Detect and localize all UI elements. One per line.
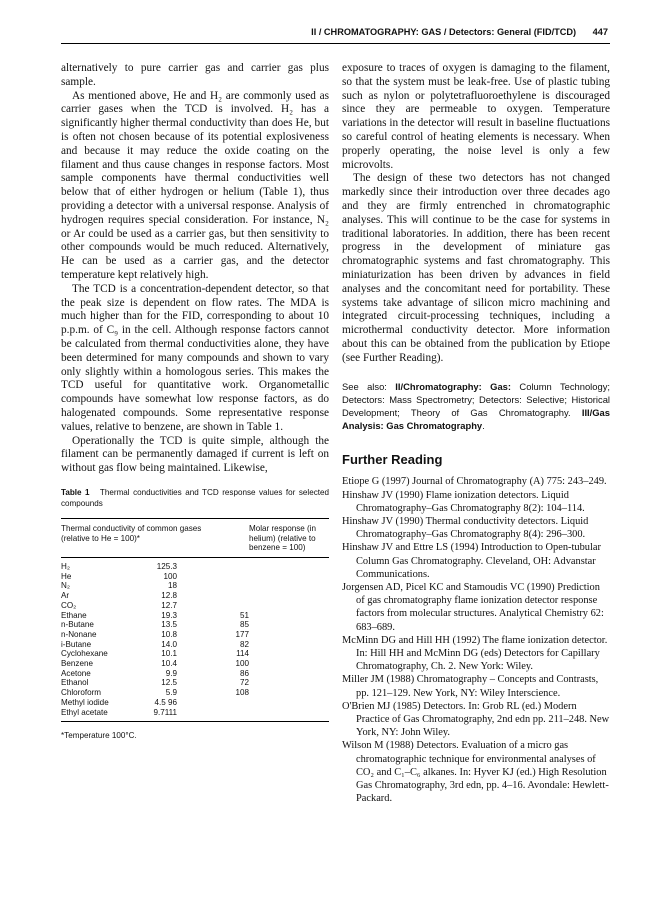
reference-item: O'Brien MJ (1985) Detectors. In: Grob RL (ed.) Modern Practice of Gas Chromatography, 2nd edn pp. 211–248. New York, NY: John Wiley. bbox=[342, 700, 610, 739]
table-cell-thermal-conductivity: 10.8 bbox=[161, 629, 177, 639]
see-also-links[interactable]: Column Technology; Detectors: Mass Spectrometry; Detectors: Selective; Historical Development; Theory of Gas Chromatography. bbox=[342, 380, 610, 418]
table-cell-thermal-conductivity: 12.7 bbox=[161, 600, 177, 610]
data-table bbox=[61, 518, 329, 722]
table-row bbox=[61, 630, 329, 640]
table-row bbox=[61, 678, 329, 688]
table-cell-molar-response: 82 bbox=[239, 639, 249, 649]
column-header-molar-response: Molar response (in helium) (relative to benzene = 100) bbox=[249, 518, 329, 557]
table-cell-thermal-conductivity: 13.5 bbox=[161, 620, 177, 630]
table-footnote: *Temperature 100°C. bbox=[61, 731, 137, 741]
table-cell-molar-response: 86 bbox=[239, 668, 249, 678]
further-reading-heading: Further Reading bbox=[342, 451, 443, 467]
table-cell-thermal-conductivity: 12.8 bbox=[161, 591, 177, 601]
reference-item: McMinn DG and Hill HH (1992) The flame ionization detector. In: Hill HH and McMinn DG (eds) Detectors for Capillary Chromatography, Ch. 2. New York: Wiley. bbox=[342, 634, 608, 673]
reference-item: Hinshaw JV (1990) Thermal conductivity detectors. Liquid Chromatography–Gas Chromatography 8(4): 296–300. bbox=[342, 515, 589, 541]
page-number: 447 bbox=[592, 27, 608, 37]
see-also-label: See also: bbox=[342, 380, 387, 392]
table-body bbox=[61, 558, 329, 722]
table-cell-molar-response bbox=[177, 601, 249, 611]
table-cell-thermal-conductivity: 5.9 bbox=[165, 688, 177, 698]
paragraph: Operationally the TCD is quite simple, although the filament can be permanently damaged if current is left on without gas flow being maintained. Likewise, bbox=[61, 434, 329, 475]
table-cell-compound: Ar bbox=[61, 591, 70, 601]
table-cell-compound: Chloroform bbox=[61, 688, 102, 698]
paragraph: The TCD is a concentration-dependent detector, so that the peak size is dependent on flow rates. The MDA is much higher than for the FID, corresponding to about 10 p.p.m. of C₉ in the cell. Although response factors cannot be calculated from thermal conductivities alone, they have been determined for many compounds and shown to vary only slightly within a homologous series. This makes the TCD useful for quantitative work. Organometallic compounds have somewhat low response factors, as do halogenated compounds. Some representative response values, relative to benzene, are shown in Table 1. bbox=[61, 282, 329, 433]
paragraph: The design of these two detectors has not changed markedly since their introduction over three decades ago and they are firmly entrenched in chromatographic analyses. This will continue to be the case for systems in traditional laboratories. In addition, there has been recent progress in the development of miniature gas chromatographic systems and fast chromatography. This miniaturization has been driven by advances in field analyses and the concomitant need for portability. These systems take advantage of silicon micro machining and integrated circuit-processing techniques, including a microthermal conductivity detector. More information about this can be obtained from the publication by Etiope (see Further Reading). bbox=[342, 172, 610, 364]
header-rule bbox=[61, 43, 610, 44]
table-cell-filler bbox=[249, 678, 329, 688]
see-also-end: . bbox=[482, 419, 485, 431]
see-also bbox=[342, 380, 610, 432]
table-cell-molar-response: 100 bbox=[235, 659, 249, 669]
table-cell-compound: Ethyl acetate bbox=[61, 707, 108, 717]
table-cell-compound: CO₂ bbox=[61, 600, 77, 610]
table-cell-compound: Methyl iodide bbox=[61, 697, 109, 707]
table-row bbox=[61, 572, 329, 582]
see-also-link-section[interactable]: II/Chromatography: Gas: bbox=[395, 380, 512, 392]
table-cell-thermal-conductivity: 125.3 bbox=[156, 562, 177, 572]
paragraph: exposure to traces of oxygen is damaging to the filament, so that the system must be leak-free. Use of plastic tubing such as nylon or polytetrafluoroethylene is discouraged since they are permeable to oxygen. Temperature variations in the detector will result in baseline fluctuations so careful control of heating elements is necessary. When properly operating, the noise level is only a few microvolts. bbox=[342, 62, 610, 171]
table-cell-molar-response: 114 bbox=[236, 649, 249, 659]
reference-item: Hinshaw JV (1990) Flame ionization detectors. Liquid Chromatography–Gas Chromatography 8(2): 104–114. bbox=[342, 489, 585, 514]
table-cell-filler bbox=[249, 601, 329, 611]
table-cell-filler bbox=[249, 688, 329, 698]
table-cell-filler bbox=[249, 611, 329, 621]
table-cell-compound: i-Butane bbox=[61, 639, 92, 649]
table-cell-compound: Cyclohexane bbox=[61, 649, 108, 659]
table-cell-thermal-conductivity: 9.7111 bbox=[153, 707, 177, 717]
table-header-row bbox=[61, 518, 329, 557]
table-cell-compound: Ethanol bbox=[61, 678, 89, 688]
table-label: Table 1 bbox=[61, 487, 90, 497]
table-cell-filler bbox=[249, 558, 329, 572]
table-row bbox=[61, 640, 329, 650]
table-cell-filler bbox=[249, 640, 329, 650]
table-cell-molar-response: 177 bbox=[235, 629, 249, 639]
table-cell-compound: Benzene bbox=[61, 659, 93, 669]
table-row bbox=[61, 611, 329, 621]
table-cell-molar-response: 51 bbox=[239, 610, 249, 620]
table-cell-filler bbox=[249, 659, 329, 669]
table-cell-molar-response bbox=[177, 572, 249, 582]
table-cell-filler bbox=[249, 581, 329, 591]
table-cell-molar-response bbox=[177, 581, 249, 591]
table-cell-thermal-conductivity: 100 bbox=[163, 571, 177, 581]
table-row bbox=[61, 698, 329, 708]
left-column bbox=[61, 62, 329, 743]
table-cell-compound: n-Butane bbox=[61, 620, 94, 630]
table-row bbox=[61, 601, 329, 611]
table-cell-thermal-conductivity: 10.1 bbox=[161, 649, 177, 659]
table-cell-filler bbox=[249, 698, 329, 708]
table-cell-compound: n-Nonane bbox=[61, 629, 97, 639]
table-cell-molar-response bbox=[177, 558, 249, 572]
table-cell-filler bbox=[249, 708, 329, 722]
table-cell-compound: Acetone bbox=[61, 668, 91, 678]
column-header-thermal-conductivity: Thermal conductivity of common gases (relative to He = 100)* bbox=[61, 518, 249, 557]
table-row bbox=[61, 558, 329, 572]
table-cell-compound: Ethane bbox=[61, 610, 87, 620]
table-row bbox=[61, 688, 329, 698]
table-cell-compound: He bbox=[61, 571, 72, 581]
table-cell-compound: N₂ bbox=[61, 581, 70, 591]
table-row bbox=[61, 581, 329, 591]
table-cell-compound: H₂ bbox=[61, 562, 70, 572]
table-cell-thermal-conductivity: 12.5 bbox=[161, 678, 177, 688]
table-cell-thermal-conductivity: 4.5 96 bbox=[154, 697, 177, 707]
table-cell-filler bbox=[249, 620, 329, 630]
table-cell-molar-response: 108 bbox=[235, 688, 249, 698]
right-column bbox=[342, 62, 610, 805]
table-cell-molar-response bbox=[177, 591, 249, 601]
reference-item: Jorgensen AD, Picel KC and Stamoudis VC (1990) Prediction of gas chromatography flame ionization detector response factors from molecular structures. Analytical Chemistry 62: 683–689. bbox=[342, 581, 604, 633]
see-also-link-gas-analysis[interactable]: III/Gas Analysis: Gas Chromatography bbox=[342, 406, 610, 431]
table-cell-filler bbox=[249, 669, 329, 679]
running-header bbox=[0, 27, 608, 37]
running-title: II / CHROMATOGRAPHY: GAS / Detectors: General (FID/TCD) bbox=[311, 27, 577, 37]
table-cell-molar-response bbox=[177, 708, 249, 722]
table-row bbox=[61, 591, 329, 601]
table-cell-filler bbox=[249, 591, 329, 601]
table-row bbox=[61, 620, 329, 630]
table-cell-molar-response: 85 bbox=[239, 620, 249, 630]
table-row bbox=[61, 708, 329, 722]
table-row bbox=[61, 669, 329, 679]
table-row bbox=[61, 659, 329, 669]
table-cell-thermal-conductivity: 10.4 bbox=[161, 659, 177, 669]
table-cell-molar-response bbox=[177, 698, 249, 708]
table-cell-thermal-conductivity: 9.9 bbox=[165, 668, 177, 678]
table-caption bbox=[61, 487, 329, 509]
table-row bbox=[61, 649, 329, 659]
reference-item: Wilson M (1988) Detectors. Evaluation of a micro gas chromatographic technique for environmental analyses of CO₂ and C₁–C₆ alkanes. In: Hyver KJ (ed.) High Resolution Gas Chromatography, 3rd edn, pp. 4–16. Avondale: Hewlett-Packard. bbox=[342, 740, 609, 805]
paragraph: alternatively to pure carrier gas and carrier gas plus sample. bbox=[61, 62, 329, 88]
table-cell-molar-response: 72 bbox=[239, 678, 249, 688]
reference-item: Miller JM (1988) Chromatography – Concepts and Contrasts, pp. 121–129. New York, NY: Wiley Interscience. bbox=[342, 674, 599, 699]
table-cell-filler bbox=[249, 630, 329, 640]
reference-item: Etiope G (1997) Journal of Chromatography (A) 775: 243–249. bbox=[342, 476, 607, 488]
table-cell-thermal-conductivity: 19.3 bbox=[161, 610, 177, 620]
table-caption-text: Thermal conductivities and TCD response values for selected compounds bbox=[61, 487, 329, 508]
reference-item: Hinshaw JV and Ettre LS (1994) Introduction to Open-tubular Column Gas Chromatography. Cleveland, OH: Advanstar Communications. bbox=[342, 542, 601, 580]
table-cell-thermal-conductivity: 18 bbox=[167, 581, 177, 591]
reference-list bbox=[342, 475, 610, 805]
table-cell-thermal-conductivity: 14.0 bbox=[161, 639, 177, 649]
table-cell-filler bbox=[249, 649, 329, 659]
table-cell-filler bbox=[249, 572, 329, 582]
paragraph: As mentioned above, He and H₂ are commonly used as carrier gases when the TCD is involved. H₂ has a significantly higher thermal conductivity than does He, but is often not chosen because of its potential explosiveness and because it may reduce the oxide coating on the filament and thus cause changes in response factors. Most sample components have thermal conductivities well below that of either hydrogen or helium (Table 1), thus providing a detector with a universal response. Analysis of hydrogen requires special consideration. For instance, N₂ or Ar could be used as a carrier gas, but then sensitivity to other compounds would be much reduced. Alternatively, He can be used as a carrier gas, and the detector temperature kept relatively high. bbox=[61, 89, 329, 281]
